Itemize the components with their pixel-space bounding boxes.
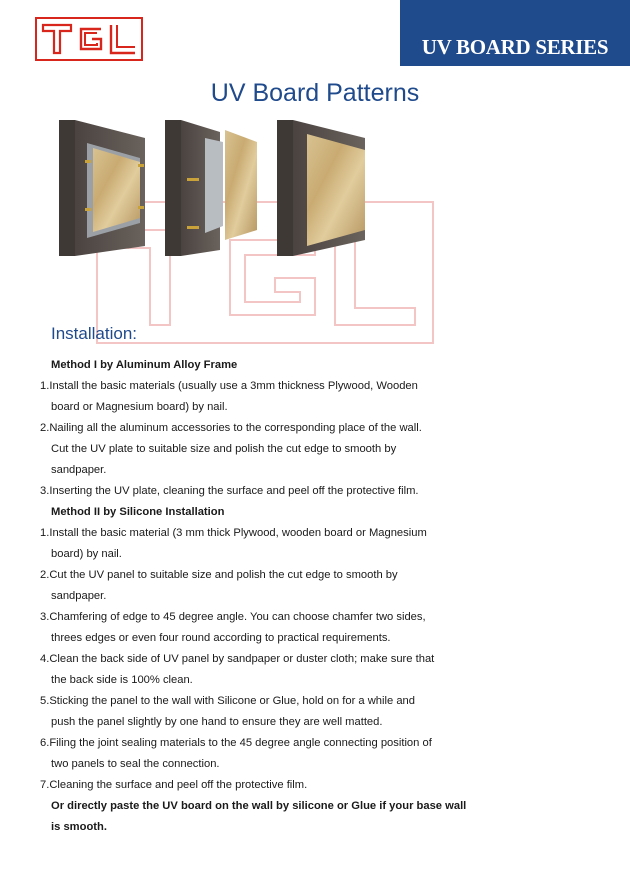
installation-steps: [36, 355, 476, 838]
installation-heading: Installation:: [51, 324, 137, 343]
method2-step2-line1: 2.Cut the UV panel to suitable size and polish the cut edge to smooth by: [40, 569, 398, 581]
method1-title: Method I by Aluminum Alloy Frame: [51, 359, 238, 371]
method2-step6-line2: two panels to seal the connection.: [51, 758, 220, 770]
method2-step6-line1: 6.Filing the joint sealing materials to the 45 degree angle connecting position of: [40, 737, 432, 749]
method1-step1-line1: 1.Install the basic materials (usually use a 3mm thickness Plywood, Wooden: [40, 380, 418, 392]
method1-step2-line2: Cut the UV plate to suitable size and polish the cut edge to smooth by: [51, 443, 397, 455]
method2-step3-line2: threes edges or even four round according to practical requirements.: [51, 632, 391, 644]
method2-step4-line2: the back side is 100% clean.: [51, 674, 193, 686]
method2-step7-line1: 7.Cleaning the surface and peel off the protective film.: [40, 779, 308, 791]
method2-step1-line2: board) by nail.: [51, 548, 122, 560]
method2-title: Method II by Silicone Installation: [51, 506, 225, 518]
method1-step2-line1: 2.Nailing all the aluminum accessories to the corresponding place of the wall.: [40, 422, 422, 434]
method2-step5-line2: push the panel slightly by one hand to ensure they are well matted.: [51, 716, 383, 728]
uv-board-panel-illustration: [45, 108, 390, 268]
method1-step2-line3: sandpaper.: [51, 464, 107, 476]
company-logo: [35, 17, 143, 61]
method2-step2-line2: sandpaper.: [51, 590, 107, 602]
method2-step1-line1: 1.Install the basic material (3 mm thick Plywood, wooden board or Magnesium: [40, 527, 427, 539]
method1-step3-line1: 3.Inserting the UV plate, cleaning the surface and peel off the protective film.: [40, 485, 419, 497]
method2-step5-line1: 5.Sticking the panel to the wall with Silicone or Glue, hold on for a while and: [40, 695, 415, 707]
method2-step4-line1: 4.Clean the back side of UV panel by sandpaper or duster cloth; make sure that: [40, 653, 435, 665]
method1-step1-line2: board or Magnesium board) by nail.: [51, 401, 228, 413]
method2-note-line1: Or directly paste the UV board on the wall by silicone or Glue if your base wall: [51, 800, 467, 812]
method2-step3-line1: 3.Chamfering of edge to 45 degree angle. You can choose chamfer two sides,: [40, 611, 426, 623]
series-banner: UV BOARD SERIES: [400, 0, 630, 66]
page-title: UV Board Patterns: [210, 78, 420, 107]
method2-note-line2: is smooth.: [51, 821, 107, 833]
